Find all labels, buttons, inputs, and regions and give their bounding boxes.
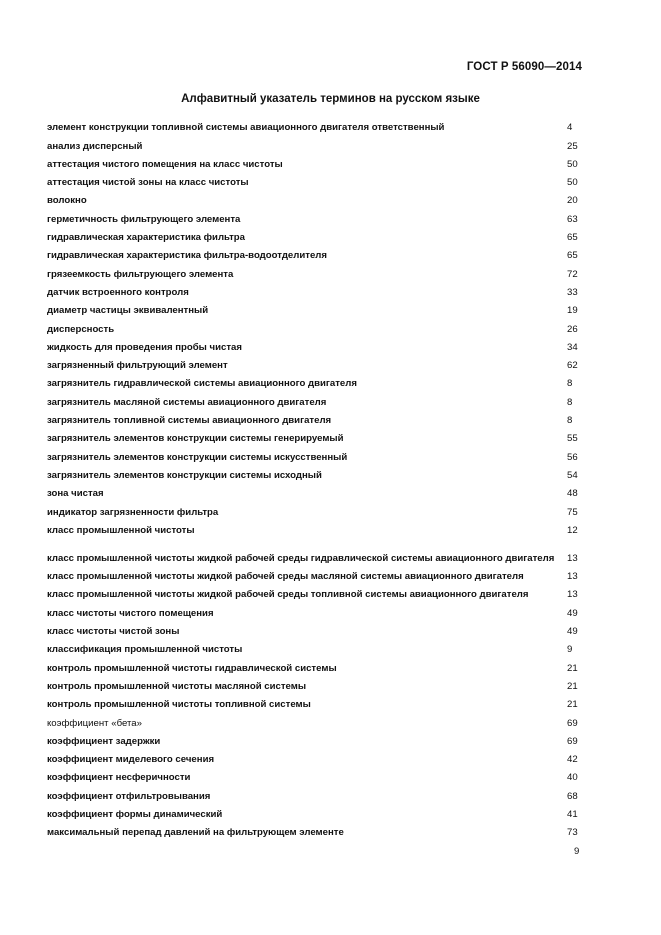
index-term: герметичность фильтрующего элемента (47, 213, 241, 225)
index-page-ref: 12 (567, 524, 578, 536)
index-page-ref: 20 (567, 195, 578, 207)
index-term: коэффициент формы динамический (47, 808, 223, 820)
index-entry (47, 537, 587, 565)
index-page-ref: 21 (567, 699, 578, 711)
document-code: ГОСТ Р 56090—2014 (466, 61, 582, 73)
index-term: контроль промышленной чистоты топливной системы (47, 699, 311, 711)
index-term: загрязнитель гидравлической системы авиационного двигателя (47, 378, 357, 390)
index-term: аттестация чистого помещения на класс чистоты (47, 158, 283, 170)
index-entry (47, 500, 587, 518)
index-term: загрязнитель элементов конструкции системы искусственный (47, 451, 348, 463)
index-term: контроль промышленной чистоты гидравлической системы (47, 662, 337, 674)
index-term: класс промышленной чистоты жидкой рабочей среды гидравлической системы авиационного двигателя (47, 552, 555, 564)
index-term: класс промышленной чистоты жидкой рабочей среды топливной системы авиационного двигателя (47, 589, 529, 601)
index-entry (47, 134, 587, 152)
index-term: элемент конструкции топливной системы авиационного двигателя ответственный (47, 122, 445, 134)
index-term: анализ дисперсный (47, 140, 143, 152)
index-entry (47, 262, 587, 280)
index-entry (47, 730, 587, 748)
index-page-ref: 65 (567, 250, 578, 262)
index-page-ref: 62 (567, 360, 578, 372)
index-entry (47, 171, 587, 189)
index-page-ref: 9 (567, 644, 573, 656)
index-page-ref: 26 (567, 323, 578, 335)
index-term: класс промышленной чистоты жидкой рабочей среды масляной системы авиационного двигателя (47, 571, 524, 583)
index-term: загрязненный фильтрующий элемент (47, 360, 228, 372)
index-page-ref: 73 (567, 827, 578, 839)
index-entry (47, 638, 587, 656)
index-page-ref: 63 (567, 213, 578, 225)
index-term: диаметр частицы эквивалентный (47, 305, 209, 317)
index-entry (47, 693, 587, 711)
index-page-ref: 65 (567, 232, 578, 244)
index-page-ref: 75 (567, 506, 578, 518)
index-term: волокно (47, 195, 87, 207)
index-term: максимальный перепад давлений на фильтрующем элементе (47, 827, 344, 839)
index-entry (47, 317, 587, 335)
index-page-ref: 72 (567, 268, 578, 280)
index-page-ref: 8 (567, 396, 573, 408)
index-page-ref: 69 (567, 717, 578, 729)
index-term: коэффициент «бета» (47, 717, 142, 729)
index-page-ref: 50 (567, 177, 578, 189)
index-entry (47, 519, 587, 537)
index-page-ref: 48 (567, 488, 578, 500)
index-term: жидкость для проведения пробы чистая (47, 341, 242, 353)
index-entry (47, 445, 587, 463)
index-entry (47, 583, 587, 601)
index-entry (47, 675, 587, 693)
index-page-ref: 41 (567, 808, 578, 820)
index-entry (47, 803, 587, 821)
index-term: индикатор загрязненности фильтра (47, 506, 219, 518)
index-term: класс промышленной чистоты (47, 524, 195, 536)
index-entry (47, 601, 587, 619)
index-entry (47, 482, 587, 500)
index-entry (47, 207, 587, 225)
index-page-ref: 42 (567, 754, 578, 766)
index-entry (47, 372, 587, 390)
index-entry (47, 116, 587, 134)
index-entry (47, 409, 587, 427)
index-term: зона чистая (47, 488, 104, 500)
index-term: гидравлическая характеристика фильтра-водоотделителя (47, 250, 327, 262)
index-entry (47, 153, 587, 171)
index-entry (47, 656, 587, 674)
index-page-ref: 50 (567, 158, 578, 170)
page-number: 9 (574, 846, 580, 857)
index-term: грязеемкость фильтрующего элемента (47, 268, 234, 280)
index-term: контроль промышленной чистоты масляной системы (47, 680, 307, 692)
index-page-ref: 69 (567, 735, 578, 747)
index-term: дисперсность (47, 323, 115, 335)
index-page-ref: 13 (567, 552, 578, 564)
index-entry (47, 299, 587, 317)
index-page-ref: 21 (567, 662, 578, 674)
index-term: аттестация чистой зоны на класс чистоты (47, 177, 249, 189)
index-page-ref: 33 (567, 286, 578, 298)
index-entry (47, 244, 587, 262)
index-term: коэффициент миделевого сечения (47, 754, 215, 766)
index-page-ref: 34 (567, 341, 578, 353)
index-term: гидравлическая характеристика фильтра (47, 232, 245, 244)
index-term: классификация промышленной чистоты (47, 644, 243, 656)
index-page-ref: 49 (567, 607, 578, 619)
index-term: класс чистоты чистой зоны (47, 626, 180, 638)
index-entry (47, 189, 587, 207)
index-page-ref: 68 (567, 790, 578, 802)
index-page-ref: 8 (567, 415, 573, 427)
index-entry (47, 336, 587, 354)
index-entry (47, 766, 587, 784)
index-term: загрязнитель топливной системы авиационного двигателя (47, 415, 332, 427)
index-entry (47, 427, 587, 445)
index-page-ref: 8 (567, 378, 573, 390)
index-term: коэффициент отфильтровывания (47, 790, 211, 802)
index-page-ref: 13 (567, 589, 578, 601)
index-entry (47, 821, 587, 839)
index-entry (47, 354, 587, 372)
index-entry (47, 711, 587, 729)
index-term: загрязнитель элементов конструкции системы исходный (47, 469, 322, 481)
index-page-ref: 49 (567, 626, 578, 638)
index-page-ref: 13 (567, 571, 578, 583)
index-entry (47, 281, 587, 299)
index-term: датчик встроенного контроля (47, 286, 189, 298)
index-term: класс чистоты чистого помещения (47, 607, 214, 619)
index-entry (47, 464, 587, 482)
index-page-ref: 4 (567, 122, 573, 134)
index-page-ref: 19 (567, 305, 578, 317)
index-page-ref: 55 (567, 433, 578, 445)
index-term: коэффициент задержки (47, 735, 161, 747)
index-term: коэффициент несферичности (47, 772, 191, 784)
index-page-ref: 56 (567, 451, 578, 463)
index-entry (47, 620, 587, 638)
index-entry (47, 784, 587, 802)
index-page-ref: 21 (567, 680, 578, 692)
index-page-ref: 40 (567, 772, 578, 784)
index-page-ref: 54 (567, 469, 578, 481)
page-title: Алфавитный указатель терминов на русском языке (181, 93, 480, 105)
index-entry (47, 390, 587, 408)
index-page-ref: 25 (567, 140, 578, 152)
index-entry (47, 565, 587, 583)
term-index-list (47, 116, 587, 839)
index-term: загрязнитель элементов конструкции системы генерируемый (47, 433, 344, 445)
index-entry (47, 226, 587, 244)
index-entry (47, 748, 587, 766)
index-term: загрязнитель масляной системы авиационного двигателя (47, 396, 327, 408)
